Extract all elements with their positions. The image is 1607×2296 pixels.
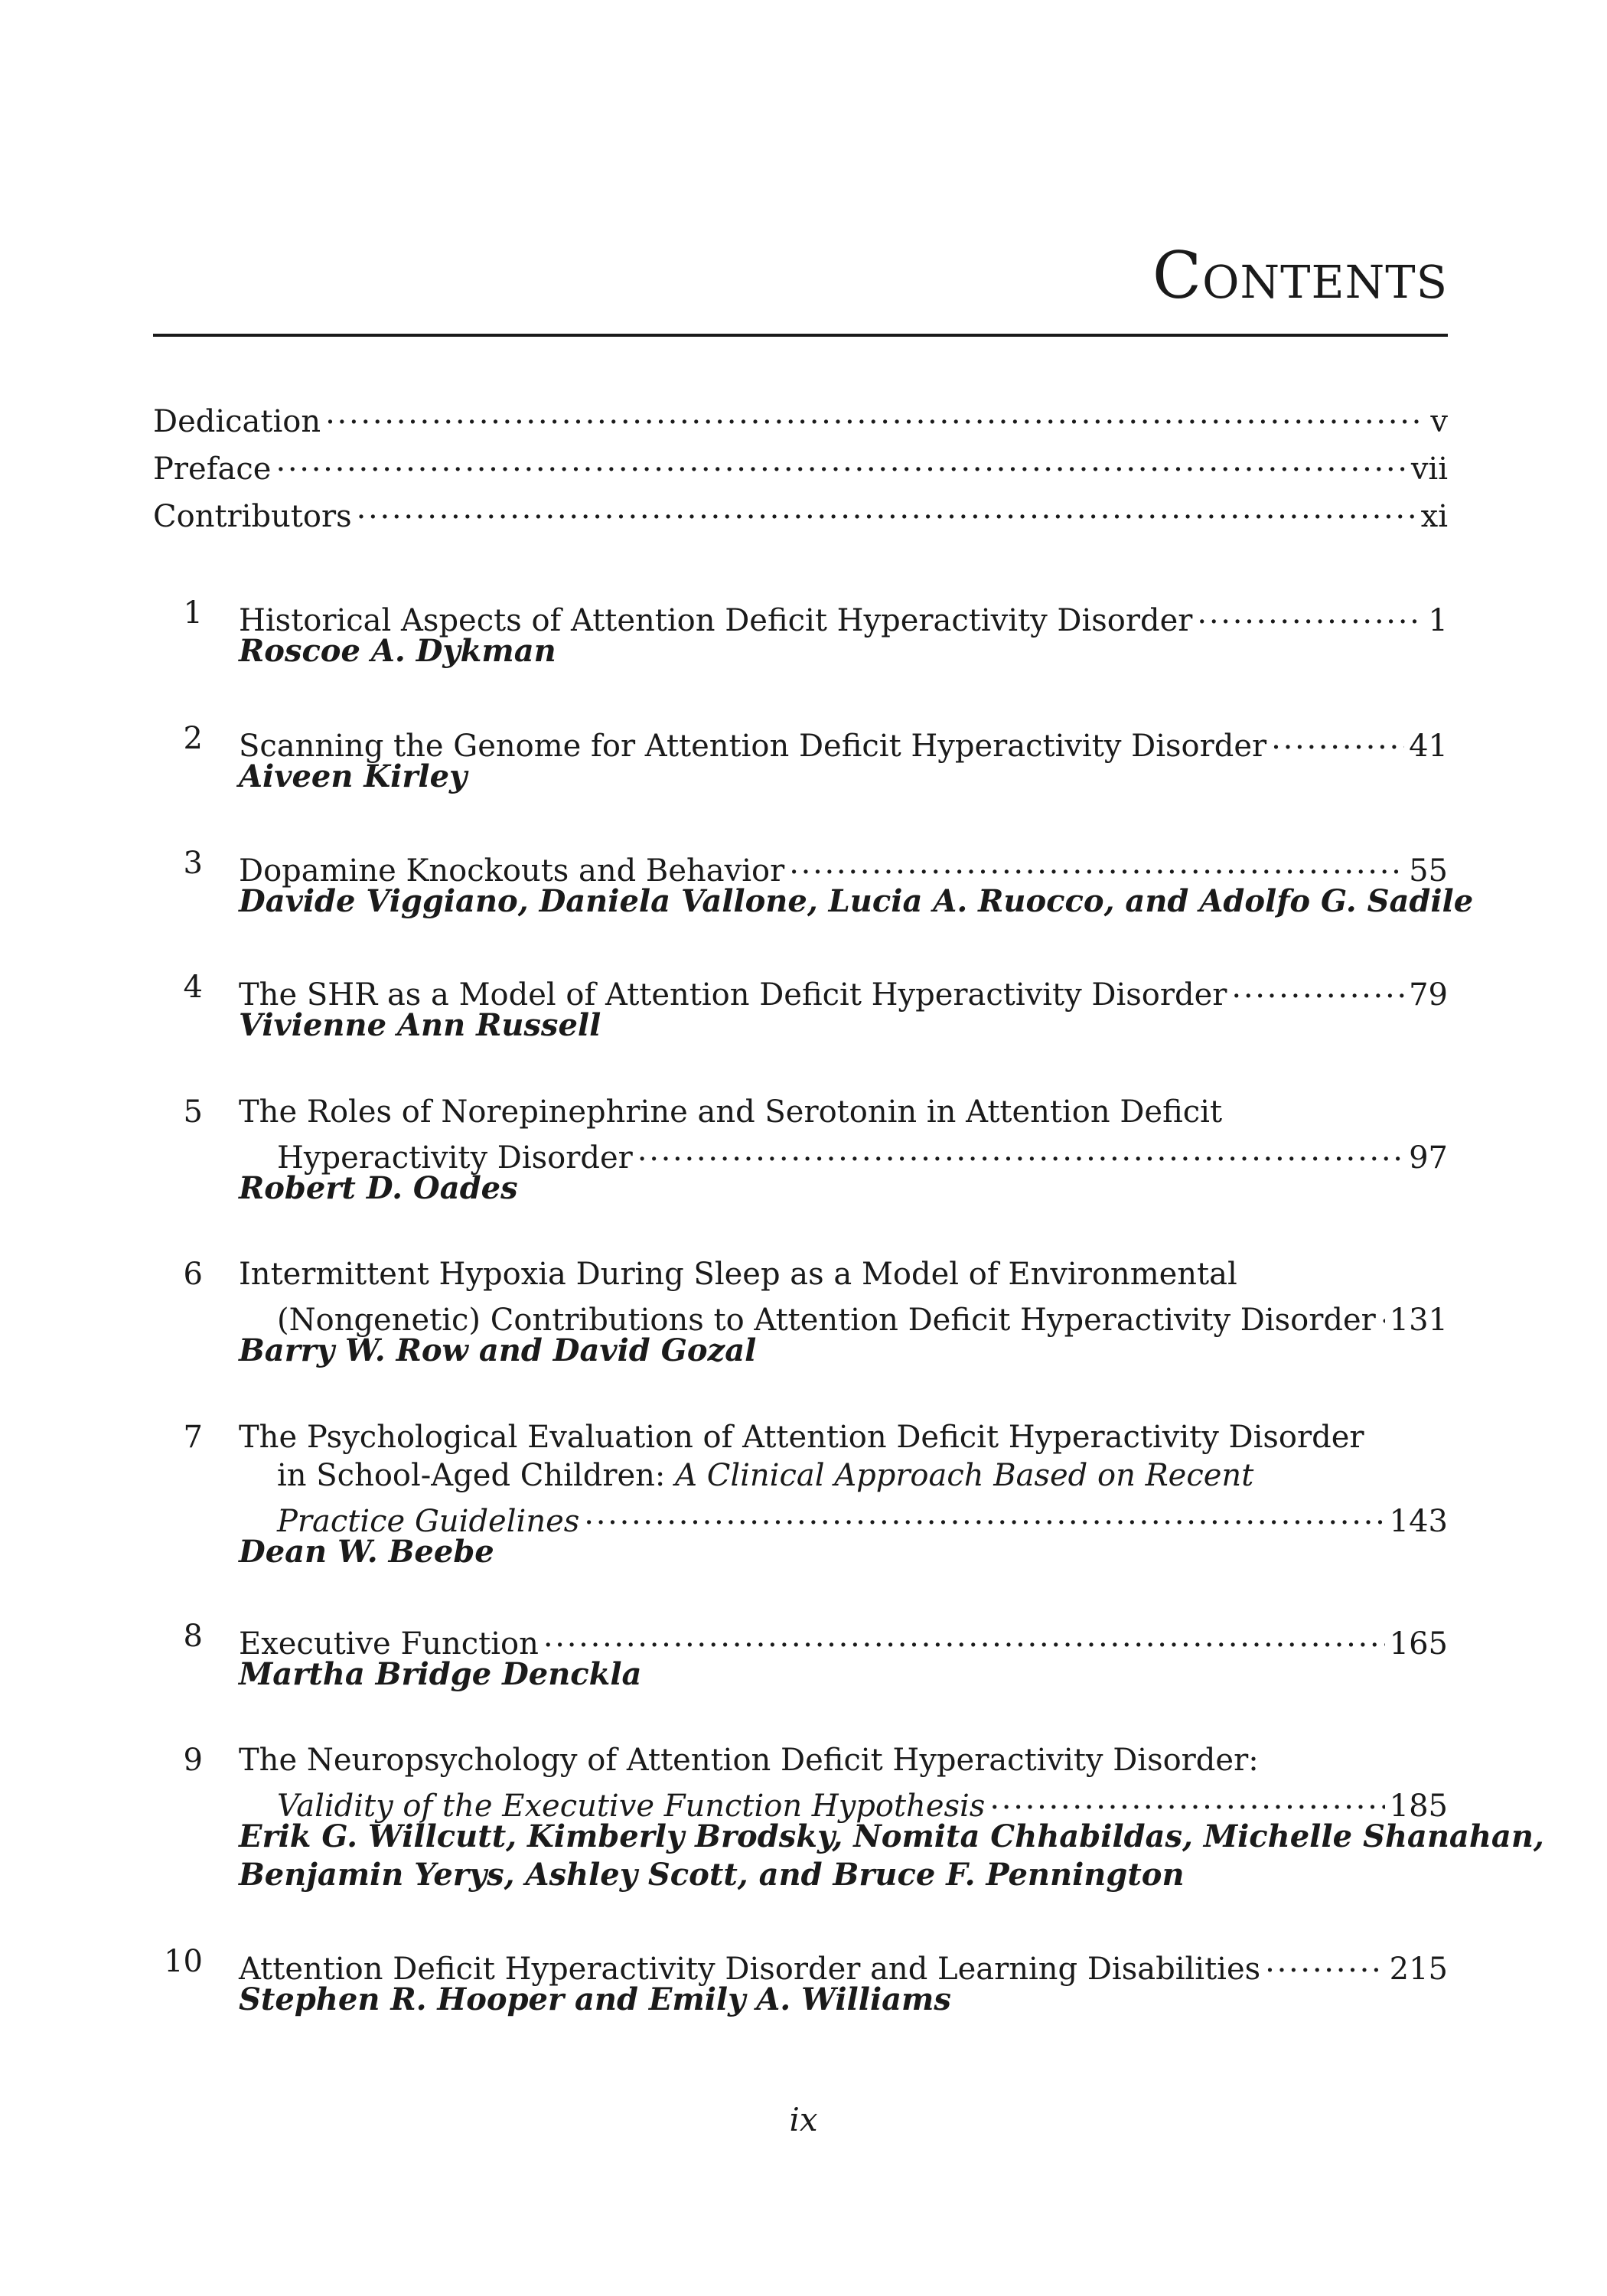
chapter-authors: Erik G. Willcutt, Kimberly Brodsky, Nomita Chhabildas, Michelle Shanahan, <box>239 1818 1544 1854</box>
chapter-entry <box>153 594 1448 670</box>
chapter-title: Intermittent Hypoxia During Sleep as a Model of Environmental <box>239 1257 1237 1292</box>
chapter-title: Historical Aspects of Attention Deficit Hyperactivity Disorder <box>239 603 1193 638</box>
chapter-entry <box>153 1942 1448 2019</box>
chapter-authors: Dean W. Beebe <box>239 1534 494 1570</box>
chapter-title-continued: in School-Aged Children: <box>277 1458 666 1493</box>
dot-leader <box>789 844 1404 881</box>
chapter-title: The Roles of Norepinephrine and Serotonin in Attention Deficit <box>239 1094 1223 1130</box>
dot-leader <box>637 1131 1404 1168</box>
entry-label: Dedication <box>153 404 321 439</box>
chapter-authors: Roscoe A. Dykman <box>239 633 556 669</box>
dot-leader <box>1197 594 1423 631</box>
chapter-entry <box>153 968 1448 1045</box>
chapter-number: 10 <box>164 1944 203 1979</box>
front-matter-entry <box>153 442 1448 488</box>
chapter-subtitle-continued: Practice Guidelines <box>277 1504 580 1539</box>
chapter-entry <box>153 1741 1544 1894</box>
page-number: 131 <box>1389 1303 1448 1338</box>
chapter-subtitle: A Clinical Approach Based on Recent <box>675 1458 1254 1493</box>
dot-leader <box>275 442 1406 479</box>
chapter-title: Attention Deficit Hyperactivity Disorder and Learning Disabilities <box>239 1952 1261 1987</box>
dot-leader <box>1231 968 1404 1005</box>
dot-leader <box>1271 719 1404 756</box>
chapter-number: 1 <box>183 595 203 631</box>
chapter-title: Dopamine Knockouts and Behavior <box>239 853 785 889</box>
chapter-authors: Robert D. Oades <box>239 1170 518 1206</box>
dot-leader <box>543 1617 1385 1654</box>
chapter-number: 5 <box>183 1094 203 1130</box>
chapter-entry <box>153 844 1474 921</box>
chapter-number: 4 <box>183 970 203 1005</box>
chapter-number: 9 <box>183 1743 203 1778</box>
entry-label: Contributors <box>153 499 352 534</box>
chapter-authors: Davide Viggiano, Daniela Vallone, Lucia A. Ruocco, and Adolfo G. Sadile <box>239 883 1474 919</box>
page-number: v <box>1430 404 1448 439</box>
chapter-number: 8 <box>183 1619 203 1654</box>
page-number: 185 <box>1389 1789 1448 1824</box>
page-number: 143 <box>1389 1504 1448 1539</box>
dot-leader <box>357 490 1416 527</box>
chapter-entry <box>153 1093 1448 1208</box>
dot-leader <box>1265 1942 1385 1979</box>
page-number: 55 <box>1409 853 1448 889</box>
chapter-title: The SHR as a Model of Attention Deficit Hyperactivity Disorder <box>239 977 1227 1013</box>
page-number: xi <box>1420 499 1448 534</box>
title-rule <box>153 334 1448 337</box>
page-number: 165 <box>1389 1626 1448 1662</box>
chapter-number: 6 <box>183 1257 203 1292</box>
chapter-authors: Martha Bridge Denckla <box>239 1656 642 1692</box>
page-number: vii <box>1410 452 1448 487</box>
chapter-title-continued: (Nongenetic) Contributions to Attention Deficit Hyperactivity Disorder <box>277 1303 1376 1338</box>
chapter-title: Scanning the Genome for Attention Deficit Hyperactivity Disorder <box>239 729 1267 764</box>
chapter-entry <box>153 719 1448 796</box>
page-folio: ix <box>789 2101 818 2138</box>
chapter-number: 3 <box>183 846 203 881</box>
chapter-number: 7 <box>183 1420 203 1455</box>
page-title: Contents <box>1152 238 1448 313</box>
chapter-subtitle: Validity of the Executive Function Hypothesis <box>277 1789 986 1824</box>
dot-leader <box>325 395 1426 432</box>
chapter-authors-continued: Benjamin Yerys, Ashley Scott, and Bruce F. Pennington <box>239 1857 1185 1893</box>
dot-leader <box>1380 1293 1385 1330</box>
front-matter-entry <box>153 490 1448 535</box>
page-number: 79 <box>1409 977 1448 1013</box>
dot-leader <box>989 1779 1384 1816</box>
dot-leader <box>584 1495 1384 1531</box>
chapter-authors: Barry W. Row and David Gozal <box>239 1332 757 1368</box>
chapter-number: 2 <box>183 721 203 756</box>
front-matter-entry <box>153 395 1448 440</box>
page-number: 1 <box>1428 603 1448 638</box>
chapter-entry <box>153 1255 1448 1370</box>
chapter-title: The Psychological Evaluation of Attention Deficit Hyperactivity Disorder <box>239 1420 1364 1455</box>
page-number: 41 <box>1409 729 1448 764</box>
chapter-authors: Aiveen Kirley <box>239 758 468 794</box>
chapter-title: The Neuropsychology of Attention Deficit Hyperactivity Disorder: <box>239 1743 1259 1778</box>
chapter-title-continued: Hyperactivity Disorder <box>277 1140 633 1176</box>
chapter-title: Executive Function <box>239 1626 539 1662</box>
page-number: 215 <box>1389 1952 1448 1987</box>
page-number: 97 <box>1409 1140 1448 1176</box>
chapter-authors: Stephen R. Hooper and Emily A. Williams <box>239 1981 951 2017</box>
chapter-entry <box>153 1418 1448 1571</box>
chapter-entry <box>153 1617 1448 1694</box>
entry-label: Preface <box>153 452 272 487</box>
chapter-authors: Vivienne Ann Russell <box>239 1007 601 1043</box>
